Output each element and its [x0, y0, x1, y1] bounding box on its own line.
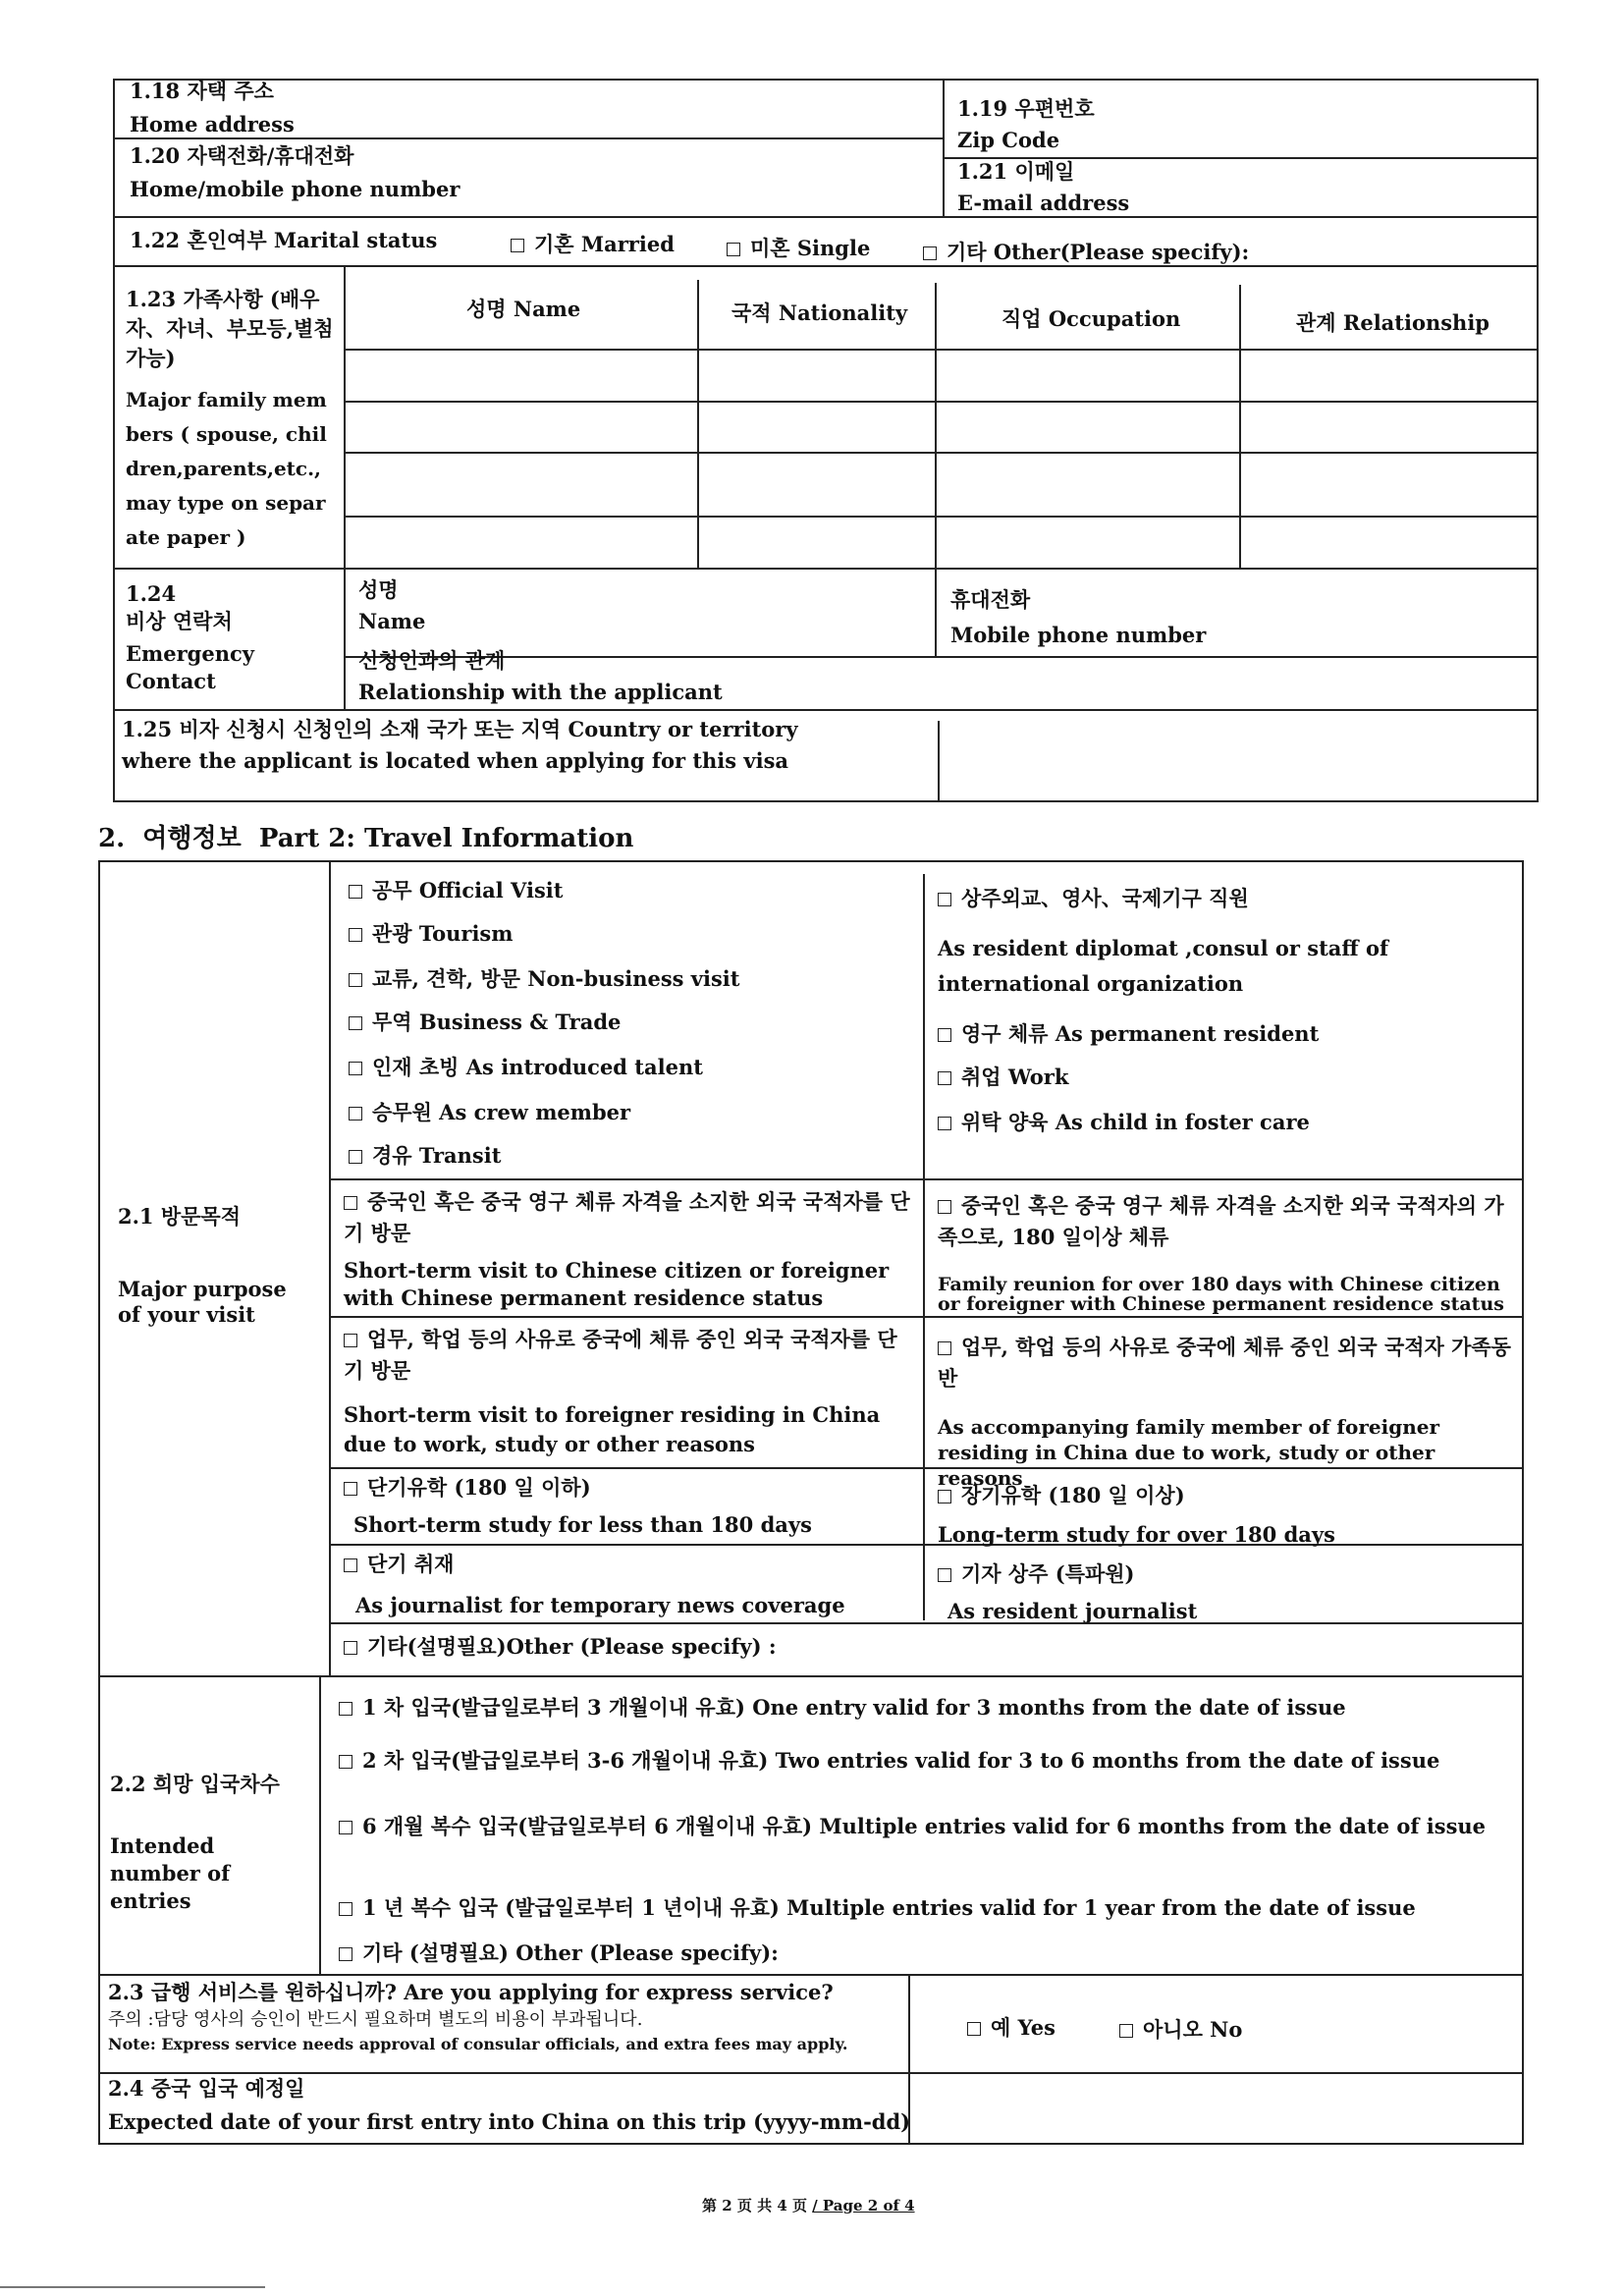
checkbox-icon	[938, 1200, 951, 1214]
divider	[113, 216, 1539, 218]
checkbox-icon	[349, 928, 362, 942]
divider	[344, 452, 1539, 454]
checkbox-icon	[339, 1947, 352, 1961]
checkbox-icon	[344, 1641, 357, 1655]
family-label-ko: 1.23 가족사항 (배우자、자녀、부모등,별첨가능)	[126, 287, 334, 370]
purpose-diplomat[interactable]: 상주외교、영사、국제기구 직원	[938, 886, 1249, 911]
entry-option-2[interactable]: 2 차 입국(발급일로부터 3-6 개월이내 유효) Two entries valid for 3 to 6 months from the date of issue	[339, 1748, 1439, 1774]
checkbox-icon	[344, 1558, 357, 1572]
purpose-journalist-res[interactable]: 기자 상주 (특파원)	[938, 1561, 1135, 1587]
purpose-diplomat-en: As resident diplomat ,consul or staff of international organization	[938, 936, 1388, 996]
checkbox-icon	[938, 1117, 951, 1130]
express-note-en: Note: Express service needs approval of consular officials, and extra fees may apply.	[108, 2035, 848, 2053]
page-number-cn: 第 2 页 共 4 页	[702, 2197, 807, 2214]
divider	[98, 2072, 1524, 2074]
divider	[344, 267, 346, 709]
emergency-number: 1.24	[126, 581, 177, 606]
marital-option-single[interactable]: 미혼 Single	[727, 236, 870, 261]
divider	[113, 568, 1539, 570]
divider	[935, 570, 937, 656]
family-header-nationality: 국적 Nationality	[731, 301, 908, 325]
checkbox-icon	[349, 1016, 362, 1030]
divider	[113, 709, 1539, 711]
checkbox-icon	[727, 243, 740, 256]
checkbox-icon	[1119, 2024, 1133, 2038]
checkbox-icon	[344, 1196, 357, 1210]
location-label-line1: 1.25 비자 신청시 신청인의 소재 국가 또는 지역 Country or territory	[122, 717, 798, 741]
family-header-occupation: 직업 Occupation	[1001, 306, 1181, 331]
divider	[331, 1544, 1524, 1546]
divider	[923, 874, 925, 1620]
zip-label-en: Zip Code	[957, 128, 1060, 152]
emergency-mobile-ko: 휴대전화	[950, 587, 1031, 612]
bottom-rule	[0, 2286, 265, 2288]
entries-label-ko: 2.2 희망 입국차수	[110, 1772, 280, 1796]
emergency-name-field[interactable]	[471, 574, 928, 652]
family-row-4[interactable]	[349, 520, 1532, 565]
zip-field[interactable]	[1139, 82, 1532, 155]
checkbox-icon	[938, 1490, 951, 1503]
checkbox-icon	[339, 1902, 352, 1916]
emergency-name-en: Name	[358, 609, 426, 633]
divider	[331, 1622, 1524, 1624]
email-label-ko: 1.21 이메일	[957, 159, 1075, 184]
checkbox-icon	[349, 1062, 362, 1075]
emergency-relationship-en: Relationship with the applicant	[358, 680, 723, 704]
marital-option-married[interactable]: 기혼 Married	[511, 232, 675, 257]
email-label-en: E-mail address	[957, 191, 1130, 215]
purpose-visit-resident[interactable]: 업무, 학업 등의 사유로 중국에 체류 중인 외국 국적자를 단기 방문	[344, 1327, 897, 1383]
purpose-tourism[interactable]: 관광 Tourism	[349, 921, 513, 947]
family-row-1[interactable]	[349, 354, 1532, 398]
divider	[344, 349, 1539, 351]
purpose-journalist-temp-en: As journalist for temporary news coverage	[355, 1593, 845, 1617]
purpose-other[interactable]: 기타(설명필요)Other (Please specify) :	[344, 1634, 777, 1660]
purpose-official[interactable]: 공무 Official Visit	[349, 878, 563, 903]
entry-option-3[interactable]: 6 개월 복수 입국(발급일로부터 6 개월이내 유효) Multiple entries valid for 6 months from the date of issue	[339, 1801, 1507, 1852]
emergency-mobile-field[interactable]	[1198, 574, 1532, 652]
purpose-non-business[interactable]: 교류, 견학, 방문 Non-business visit	[349, 966, 739, 992]
family-header-name: 성명 Name	[466, 297, 581, 321]
purpose-journalist-temp[interactable]: 단기 취재	[344, 1552, 454, 1577]
phone-field[interactable]	[452, 143, 933, 212]
divider	[98, 1675, 1524, 1677]
location-label-line2: where the applicant is located when applying for this visa	[122, 748, 789, 773]
checkbox-icon	[938, 1568, 951, 1582]
express-yes[interactable]: 예 Yes	[967, 2015, 1056, 2041]
purpose-label-ko: 2.1 방문목적	[118, 1204, 241, 1229]
family-row-2[interactable]	[349, 405, 1532, 449]
checkbox-icon	[938, 1071, 951, 1085]
checkbox-icon	[339, 1755, 352, 1769]
marital-option-other[interactable]: 기타 Other(Please specify):	[923, 240, 1249, 265]
purpose-accompany-en: As accompanying family member of foreigner residing in China due to work, study or other reasons	[938, 1415, 1440, 1490]
express-no[interactable]: 아니오 No	[1119, 2017, 1242, 2043]
section-2-table	[98, 860, 1524, 2145]
location-field[interactable]	[943, 723, 1532, 797]
family-row-3[interactable]	[349, 456, 1532, 513]
divider	[113, 137, 943, 139]
purpose-transit[interactable]: 경유 Transit	[349, 1143, 501, 1169]
checkbox-icon	[339, 1702, 352, 1716]
emergency-mobile-en: Mobile phone number	[950, 623, 1207, 647]
entry-option-other[interactable]: 기타 (설명필요) Other (Please specify):	[339, 1941, 779, 1966]
purpose-accompany[interactable]: 업무, 학업 등의 사유로 중국에 체류 중인 외국 국적자 가족동반	[938, 1335, 1511, 1391]
purpose-family-reunion-en: Family reunion for over 180 days with Chinese citizen or foreigner with Chinese permanent residence status	[938, 1274, 1504, 1315]
divider	[331, 1316, 1524, 1318]
family-header-relationship: 관계 Relationship	[1296, 310, 1489, 335]
emergency-relationship-field[interactable]	[707, 660, 1532, 705]
home-address-label-en: Home address	[130, 112, 295, 137]
divider	[113, 265, 1539, 267]
purpose-short-study[interactable]: 단기유학 (180 일 이하)	[344, 1475, 591, 1501]
checkbox-icon	[349, 1107, 362, 1121]
checkbox-icon	[967, 2022, 981, 2036]
emergency-label-ko: 비상 연락처	[126, 609, 233, 633]
purpose-visit-citizen-en: Short-term visit to Chinese citizen or foreigner with Chinese permanent residence status	[344, 1258, 890, 1310]
purpose-family-reunion[interactable]: 중국인 혹은 중국 영구 체류 자격을 소지한 외국 국적자의 가족으로, 180 일이상 체류	[938, 1193, 1504, 1249]
divider	[331, 1178, 1524, 1180]
entry-date-label-en: Expected date of your first entry into China on this trip (yyyy-mm-dd)	[108, 2109, 911, 2134]
checkbox-icon	[923, 246, 937, 260]
checkbox-icon	[344, 1334, 357, 1347]
email-field[interactable]	[1139, 161, 1532, 214]
purpose-permanent[interactable]: 영구 체류 As permanent resident	[938, 1021, 1319, 1047]
purpose-long-study[interactable]: 장기유학 (180 일 이상)	[938, 1483, 1185, 1508]
entry-option-1[interactable]: 1 차 입국(발급일로부터 3 개월이내 유효) One entry valid for 3 months from the date of issue	[339, 1695, 1346, 1721]
checkbox-icon	[938, 1341, 951, 1355]
part2-heading: 2. 여행정보 Part 2: Travel Information	[98, 824, 634, 853]
purpose-crew[interactable]: 승무원 As crew member	[349, 1100, 630, 1125]
family-label-en: Major family members ( spouse, children,parents,etc.,may type on separate paper )	[126, 388, 327, 549]
purpose-business[interactable]: 무역 Business & Trade	[349, 1010, 621, 1035]
divider	[938, 721, 940, 802]
divider	[344, 516, 1539, 518]
purpose-journalist-res-en: As resident journalist	[947, 1599, 1198, 1623]
purpose-long-study-en: Long-term study for over 180 days	[938, 1522, 1335, 1547]
purpose-visit-citizen[interactable]: 중국인 혹은 중국 영구 체류 자격을 소지한 외국 국적자를 단기 방문	[344, 1189, 910, 1245]
divider	[344, 656, 1539, 658]
page-footer	[702, 2196, 915, 2215]
checkbox-icon	[339, 1821, 352, 1834]
emergency-relationship-ko: 신청인과의 관계	[358, 648, 506, 673]
divider	[329, 860, 331, 1675]
entries-label-en: Intended number of entries	[110, 1833, 231, 1913]
phone-label-en: Home/mobile phone number	[130, 177, 460, 201]
entry-date-label-ko: 2.4 중국 입국 예정일	[108, 2076, 305, 2101]
checkbox-icon	[349, 885, 362, 899]
divider	[98, 1974, 1524, 1976]
purpose-foster[interactable]: 위탁 양육 As child in foster care	[938, 1110, 1310, 1135]
home-address-label-ko: 1.18 자택 주소	[130, 79, 274, 103]
divider	[319, 1675, 321, 1974]
purpose-label-en: Major purpose of your visit	[118, 1277, 287, 1327]
express-note-ko: 주의 :담당 영사의 승인이 반드시 필요하며 별도의 비용이 부과됩니다.	[108, 2009, 643, 2030]
divider	[943, 79, 945, 216]
purpose-visit-resident-en: Short-term visit to foreigner residing in China due to work, study or other reasons	[344, 1402, 881, 1456]
home-address-field[interactable]	[393, 82, 933, 136]
phone-label-ko: 1.20 자택전화/휴대전화	[130, 143, 354, 168]
checkbox-icon	[938, 893, 951, 906]
entry-date-field[interactable]	[915, 2078, 1516, 2139]
purpose-talent[interactable]: 인재 초빙 As introduced talent	[349, 1055, 703, 1080]
marital-status-label: 1.22 혼인여부 Marital status	[130, 228, 438, 252]
checkbox-icon	[349, 973, 362, 987]
divider	[344, 401, 1539, 403]
emergency-label-en: Emergency Contact	[126, 641, 254, 693]
checkbox-icon	[511, 239, 524, 252]
express-question: 2.3 급행 서비스를 원하십니까? Are you applying for express service?	[108, 1980, 834, 2004]
checkbox-icon	[344, 1482, 357, 1496]
emergency-name-ko: 성명	[358, 577, 399, 602]
purpose-work[interactable]: 취업 Work	[938, 1065, 1068, 1090]
entry-option-4[interactable]: 1 년 복수 입국 (발급일로부터 1 년이내 유효) Multiple entries valid for 1 year from the date of issue	[339, 1895, 1416, 1921]
zip-label-ko: 1.19 우편번호	[957, 96, 1095, 121]
page-number-en: / Page 2 of 4	[812, 2197, 915, 2214]
purpose-short-study-en: Short-term study for less than 180 days	[353, 1512, 812, 1537]
checkbox-icon	[349, 1150, 362, 1164]
checkbox-icon	[938, 1028, 951, 1042]
